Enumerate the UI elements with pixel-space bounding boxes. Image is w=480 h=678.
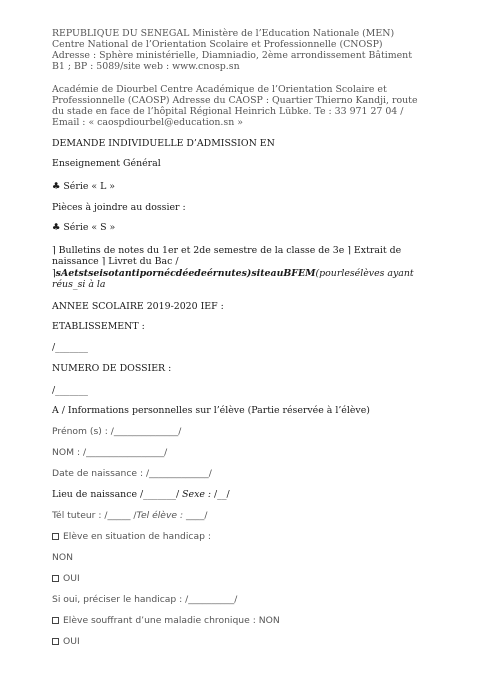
garbled-italic-text: (pourlesélèves ayant (315, 268, 414, 279)
serie-s-option: ♣ Série « S » (52, 222, 116, 233)
header-line-4: B1 ; BP : 5089/site web : www.cnosp.sn (52, 61, 240, 72)
bulletins-line-1: ⌉ Bulletins de notes du 1er et 2de semestre de la classe de 3e ⌉ Extrait de (52, 245, 402, 256)
academy-line-4: Email : « caospdiourbel@education.sn » (52, 117, 243, 128)
numero-blank[interactable]: /_______ (52, 385, 88, 396)
handicap-question[interactable] (52, 531, 211, 542)
bracket-glyph: ⌉ (52, 268, 56, 279)
checkbox-icon[interactable] (52, 638, 59, 645)
handicap-non: NON (52, 552, 73, 563)
academy-line-3: du stade en face de l’hôpital Régional Heinrich Lübke. Te : 33 971 27 04 / (52, 106, 404, 117)
etablissement-label: ETABLISSEMENT : (52, 321, 145, 332)
header-line-1: REPUBLIQUE DU SENEGAL Ministère de l’Education Nationale (MEN) (52, 28, 395, 39)
header-line-3: Adresse : Sphère ministérielle, Diamniadio, 2ème arrondissement Bâtiment (52, 50, 412, 61)
handicap-preciser[interactable]: Si oui, préciser le handicap : /__________/ (52, 594, 238, 605)
handicap-oui-label: OUI (63, 573, 80, 584)
academy-line-2: Professionnelle (CAOSP) Adresse du CAOSP : Quartier Thierno Kandji, route (52, 95, 418, 106)
handicap-oui[interactable] (52, 573, 80, 584)
lieu-naissance-text: Lieu de naissance /_______/ (52, 489, 183, 500)
school-year: ANNEE SCOLAIRE 2019-2020 IEF : (52, 301, 224, 312)
date-naissance-field[interactable]: Date de naissance : /_____________/ (52, 468, 212, 479)
teaching-type: Enseignement Général (52, 158, 161, 169)
lieu-sexe-field[interactable] (52, 489, 230, 500)
tel-field[interactable] (52, 510, 207, 521)
checkbox-icon[interactable] (52, 575, 59, 582)
pieces-heading: Pièces à joindre au dossier : (52, 202, 186, 213)
etablissement-blank[interactable]: /_______ (52, 342, 88, 353)
tel-eleve-blank: ____/ (183, 510, 208, 521)
bulletins-line-4: réus_si à la (52, 279, 106, 290)
garbled-bold-text: sAetstseisotantipornécdéedeérnutes)siteauBFEM (55, 268, 316, 279)
header-line-2: Centre National de l’Orientation Scolaire et Professionnelle (CNOSP) (52, 39, 383, 50)
tel-eleve-label: Tel élève : (136, 510, 184, 521)
sexe-blank: /__/ (211, 489, 230, 500)
prenom-field[interactable]: Prénom (s) : /______________/ (52, 426, 182, 437)
checkbox-icon[interactable] (52, 617, 59, 624)
serie-l-option: ♣ Série « L » (52, 181, 116, 192)
handicap-question-label: Elève en situation de handicap : (63, 531, 211, 542)
maladie-oui[interactable] (52, 636, 80, 647)
nom-field[interactable]: NOM : /_________________/ (52, 447, 168, 458)
maladie-oui-label: OUI (63, 636, 80, 647)
checkbox-icon[interactable] (52, 533, 59, 540)
maladie-question-label: Elève souffrant d’une maladie chronique : NON (63, 615, 280, 626)
numero-label: NUMERO DE DOSSIER : (52, 363, 172, 374)
document-title: DEMANDE INDIVIDUELLE D’ADMISSION EN (52, 138, 275, 149)
tel-tuteur-text: Tél tuteur : /_____ / (52, 510, 137, 521)
bulletins-line-3 (52, 268, 414, 279)
section-a-heading: A / Informations personnelles sur l’élève (Partie réservée à l’élève) (52, 405, 370, 416)
sexe-label: Sexe : (182, 489, 212, 500)
bulletins-line-2: naissance ⌉ Livret du Bac / (52, 256, 179, 267)
maladie-question[interactable] (52, 615, 280, 626)
academy-line-1: Académie de Diourbel Centre Académique de l’Orientation Scolaire et (52, 84, 387, 95)
